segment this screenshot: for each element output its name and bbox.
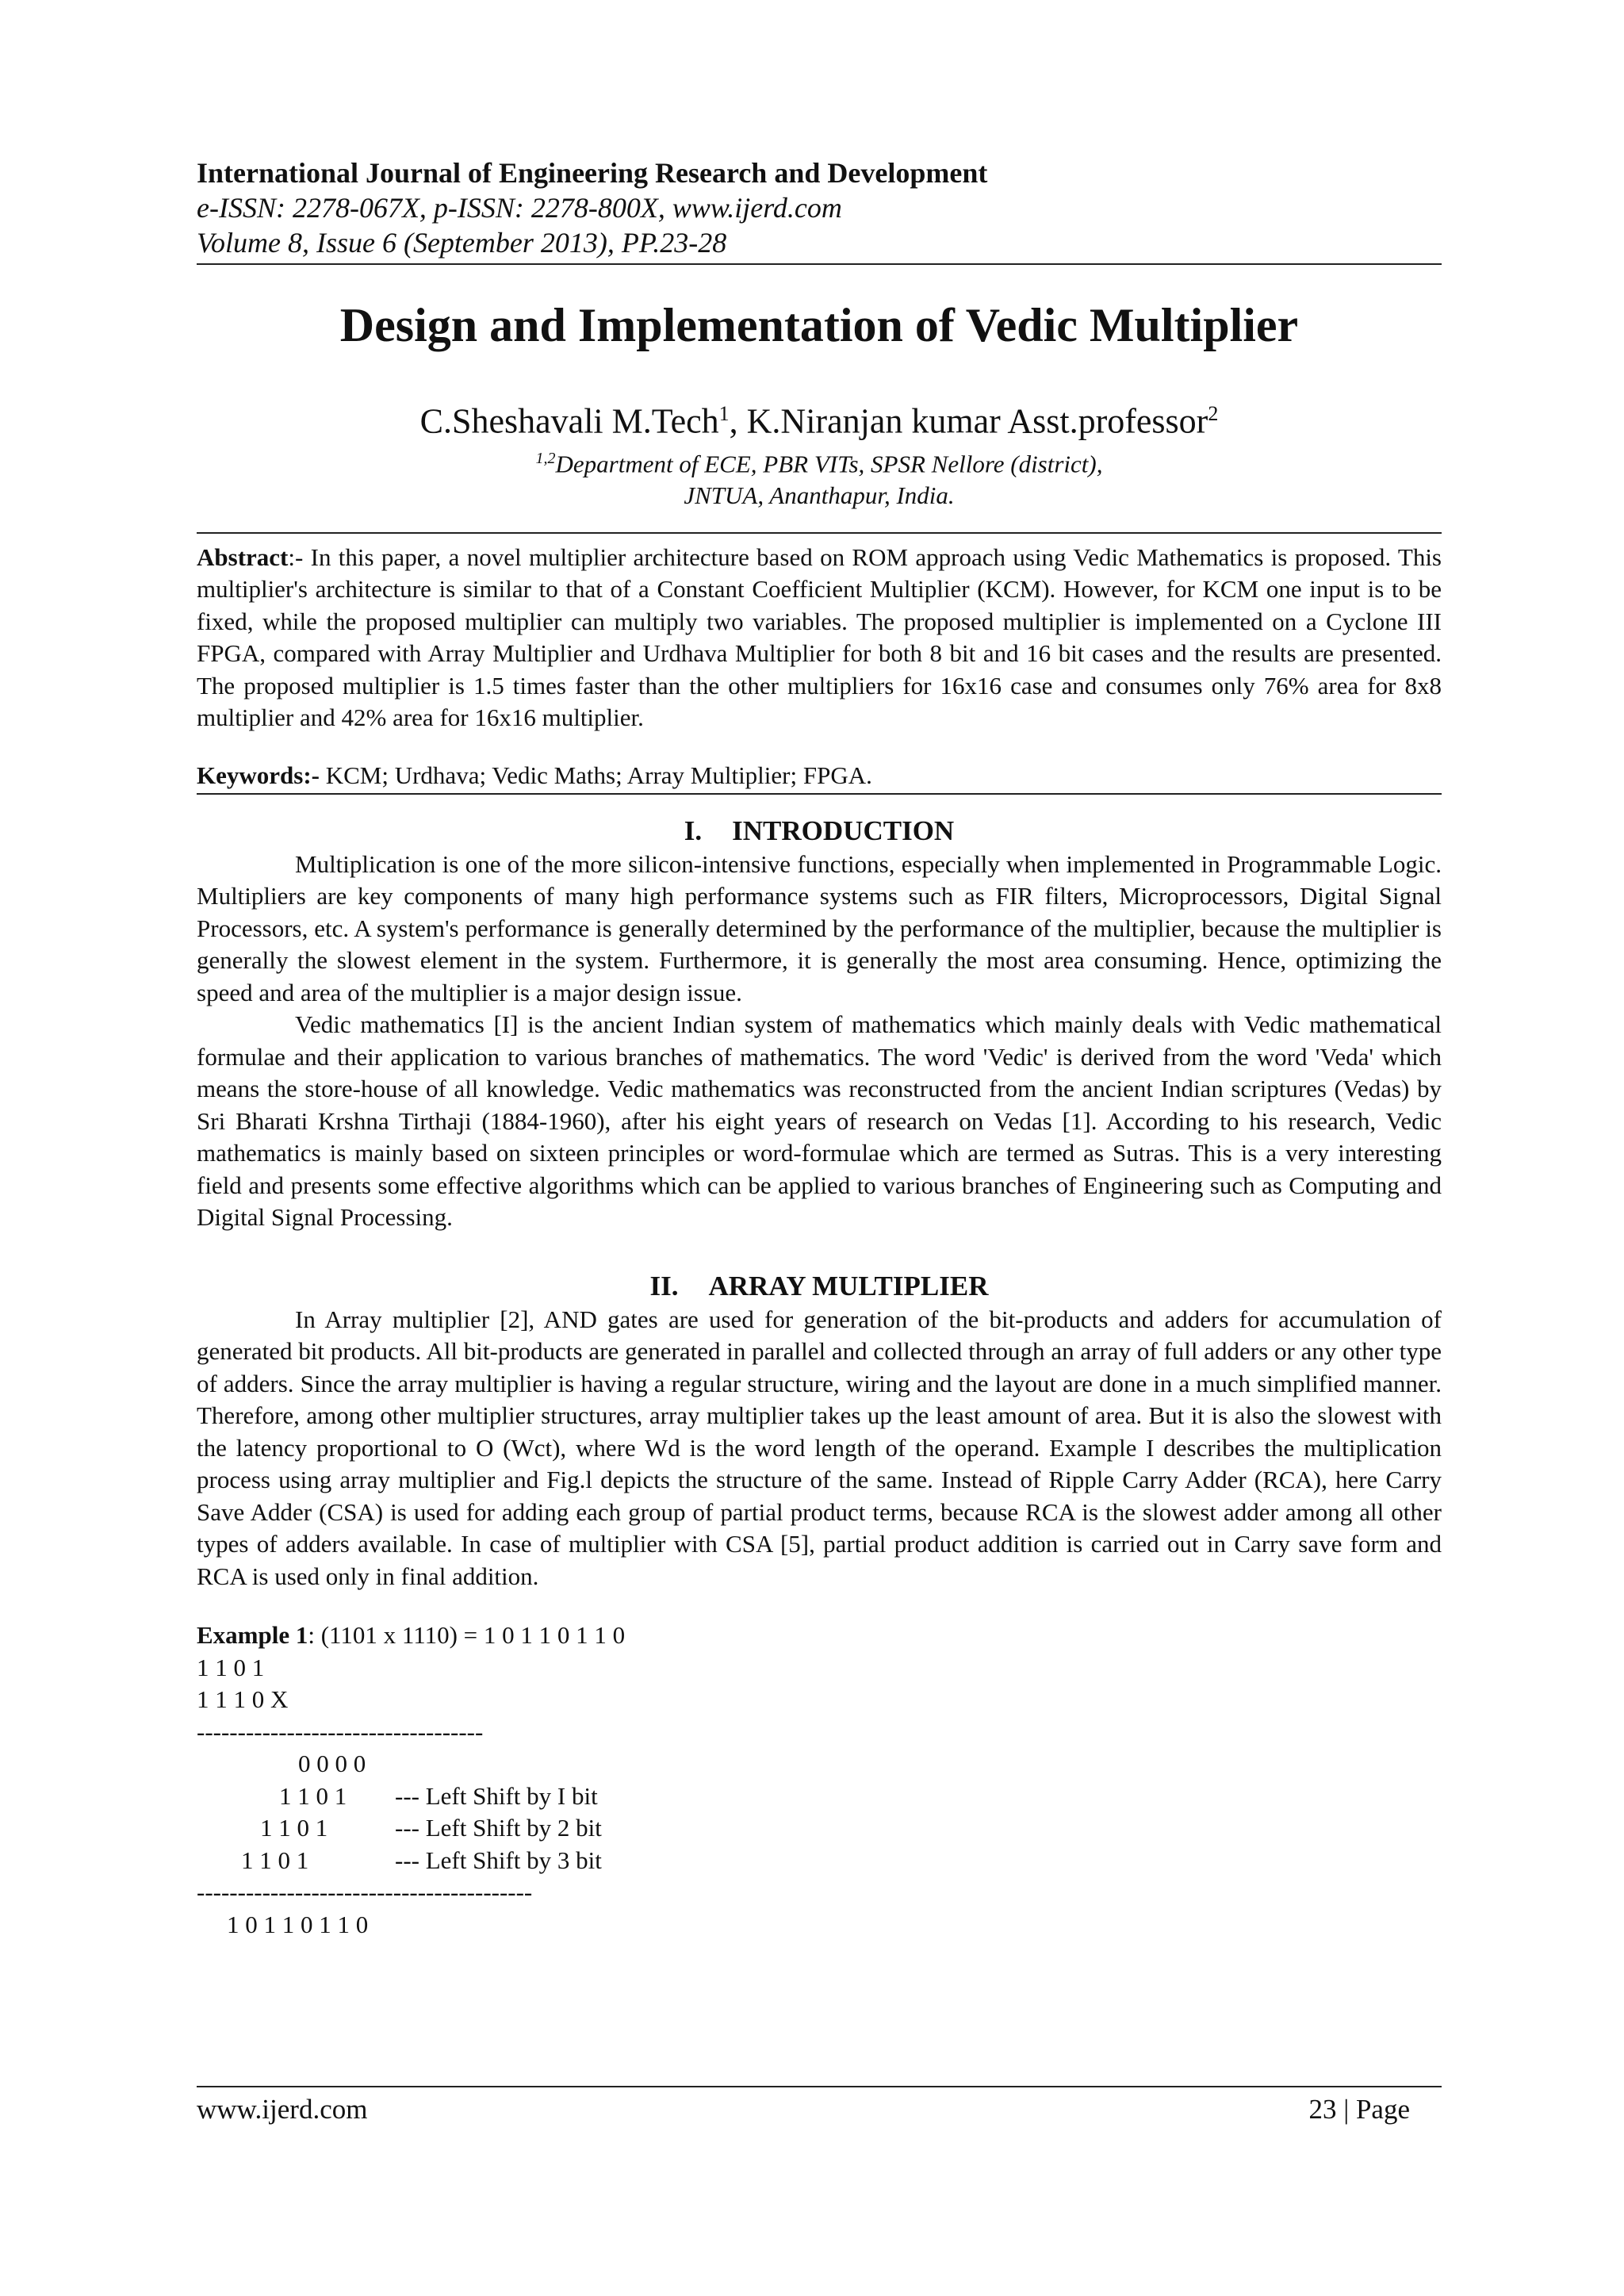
intro-paragraph-1: Multiplication is one of the more silicon-intensive functions, especially when implemented in Programmable Logic. Multipliers are key components of many high performance systems such as FIR filters, Microprocessors, Digital Signal Processors, etc. A system's performance is generally determined by the performance of the multiplier, because the multiplier is generally the slowest element in the system. Furthermore, it is generally the most area consuming. Hence, optimizing the speed and area of the multiplier is a major design issue. bbox=[197, 849, 1442, 1006]
example-result bbox=[197, 1909, 1442, 1941]
partial-product-1 bbox=[197, 1780, 1442, 1813]
author-2: K.Niranjan kumar Asst.professor bbox=[746, 401, 1208, 441]
journal-issn: e-ISSN: 2278-067X, p-ISSN: 2278-800X, www.ijerd.com bbox=[197, 192, 842, 224]
paper-title: Design and Implementation of Vedic Multiplier bbox=[339, 299, 1299, 351]
partial-product-1-note: --- Left Shift by I bit bbox=[395, 1781, 598, 1810]
section-title: ARRAY MULTIPLIER bbox=[708, 1270, 989, 1301]
partial-product-2-note: --- Left Shift by 2 bit bbox=[395, 1814, 602, 1842]
example-label: Example 1 bbox=[197, 1621, 308, 1650]
page-footer bbox=[197, 2086, 1442, 2127]
abstract-label: Abstract bbox=[197, 542, 289, 571]
section-number: II. bbox=[649, 1270, 679, 1301]
abstract-text: :- In this paper, a novel multiplier architecture based on ROM approach using Vedic Mathematics is proposed. This multiplier's architecture is similar to that of a Constant Coefficient Multiplier (KCM). However, for KCM one input is to be fixed, while the proposed multiplier can multiply two variables. The proposed multiplier is implemented on a Cyclone III FPGA, compared with Array Multiplier and Urdhava Multiplier for both 8 bit and 16 bit cases and the results are presented. The proposed multiplier is 1.5 times faster than the other multipliers for 16x16 case and consumes only 76% area for 8x8 multiplier and 42% area for 16x16 multiplier. bbox=[197, 542, 1442, 732]
affiliation-sup: 1,2 bbox=[535, 449, 556, 467]
affiliation-text-1: Department of ECE, PBR VITs, SPSR Nellore (district), bbox=[555, 449, 1103, 477]
partial-product-2-value: 1 1 0 1 bbox=[260, 1814, 328, 1842]
example-result-value: 1 0 1 1 0 1 1 0 bbox=[227, 1910, 369, 1938]
example-operand-1: 1 1 0 1 bbox=[197, 1653, 265, 1681]
abstract-section bbox=[197, 532, 1442, 734]
partial-product-3-note: --- Left Shift by 3 bit bbox=[395, 1846, 602, 1874]
keywords-line bbox=[197, 760, 1442, 795]
partial-product-3-value: 1 1 0 1 bbox=[241, 1846, 309, 1874]
partial-product-0-value: 0 0 0 0 bbox=[298, 1750, 366, 1778]
section-heading-array-multiplier bbox=[197, 1269, 1442, 1304]
author-2-sup: 2 bbox=[1208, 402, 1219, 425]
paper-page bbox=[197, 155, 1442, 1941]
section-title: INTRODUCTION bbox=[732, 815, 955, 846]
footer-page-number: 23 | Page bbox=[1308, 2094, 1410, 2125]
section-heading-introduction bbox=[197, 814, 1442, 849]
footer-site: www.ijerd.com bbox=[197, 2094, 368, 2125]
journal-header bbox=[197, 155, 1442, 265]
author-line bbox=[197, 393, 1442, 443]
section-number: I. bbox=[684, 815, 703, 846]
array-paragraph-1: In Array multiplier [2], AND gates are used for generation of the bit-products and adders for accumulation of generated bit products. All bit-products are generated in parallel and collected through an array of full adders or any other type of adders. Since the array multiplier is having a regular structure, wiring and the layout are done in a much simplified manner. Therefore, among other multiplier structures, array multiplier takes up the least amount of area. But it is also the slowest with the latency proportional to O (Wct), where Wd is the word length of the operand. Example I describes the multiplication process using array multiplier and Fig.l depicts the structure of the same. Instead of Ripple Carry Adder (RCA), here Carry Save Adder (CSA) is used for adding each group of partial product terms, because RCA is the slowest adder among all other types of adders available. In case of multiplier with CSA [5], partial product addition is carried out in Carry save form and RCA is used only in final addition. bbox=[197, 1305, 1442, 1590]
partial-product-1-value: 1 1 0 1 bbox=[279, 1781, 347, 1810]
journal-volume: Volume 8, Issue 6 (September 2013), PP.23-28 bbox=[197, 227, 727, 259]
author-1-sup: 1 bbox=[718, 402, 730, 425]
example-1-block bbox=[197, 1619, 1442, 1941]
affiliation-line-1 bbox=[197, 443, 1442, 480]
example-rule-1: ----------------------------------- bbox=[197, 1717, 484, 1746]
example-expression: : (1101 x 1110) = 1 0 1 1 0 1 1 0 bbox=[308, 1621, 626, 1650]
partial-product-0 bbox=[197, 1748, 1442, 1780]
keywords-text: KCM; Urdhava; Vedic Maths; Array Multiplier; FPGA. bbox=[319, 761, 872, 789]
keywords-label: Keywords:- bbox=[197, 761, 320, 789]
example-rule-2: ----------------------------------------- bbox=[197, 1878, 533, 1907]
example-operand-2: 1 1 1 0 X bbox=[197, 1685, 289, 1714]
author-separator: , bbox=[729, 401, 747, 441]
affiliation-line-2: JNTUA, Ananthapur, India. bbox=[684, 481, 955, 509]
partial-product-3 bbox=[197, 1845, 1442, 1877]
partial-product-2 bbox=[197, 1812, 1442, 1845]
author-1: C.Sheshavali M.Tech bbox=[419, 401, 719, 441]
intro-paragraph-2: Vedic mathematics [I] is the ancient Indian system of mathematics which mainly deals with Vedic mathematical formulae and their application to various branches of mathematics. The word 'Vedic' is derived from the word 'Veda' which means the store-house of all knowledge. Vedic mathematics was reconstructed from the ancient Indian scriptures (Vedas) by Sri Bharati Krshna Tirthaji (1884-1960), after his eight years of research on Vedas [1]. According to his research, Vedic mathematics is mainly based on sixteen principles or word-formulae which are termed as Sutras. This is a very interesting field and presents some effective algorithms which can be applied to various branches of Engineering such as Computing and Digital Signal Processing. bbox=[197, 1010, 1442, 1232]
journal-name: International Journal of Engineering Research and Development bbox=[197, 157, 988, 189]
abstract-paragraph bbox=[197, 542, 1442, 734]
example-heading bbox=[197, 1619, 1442, 1652]
